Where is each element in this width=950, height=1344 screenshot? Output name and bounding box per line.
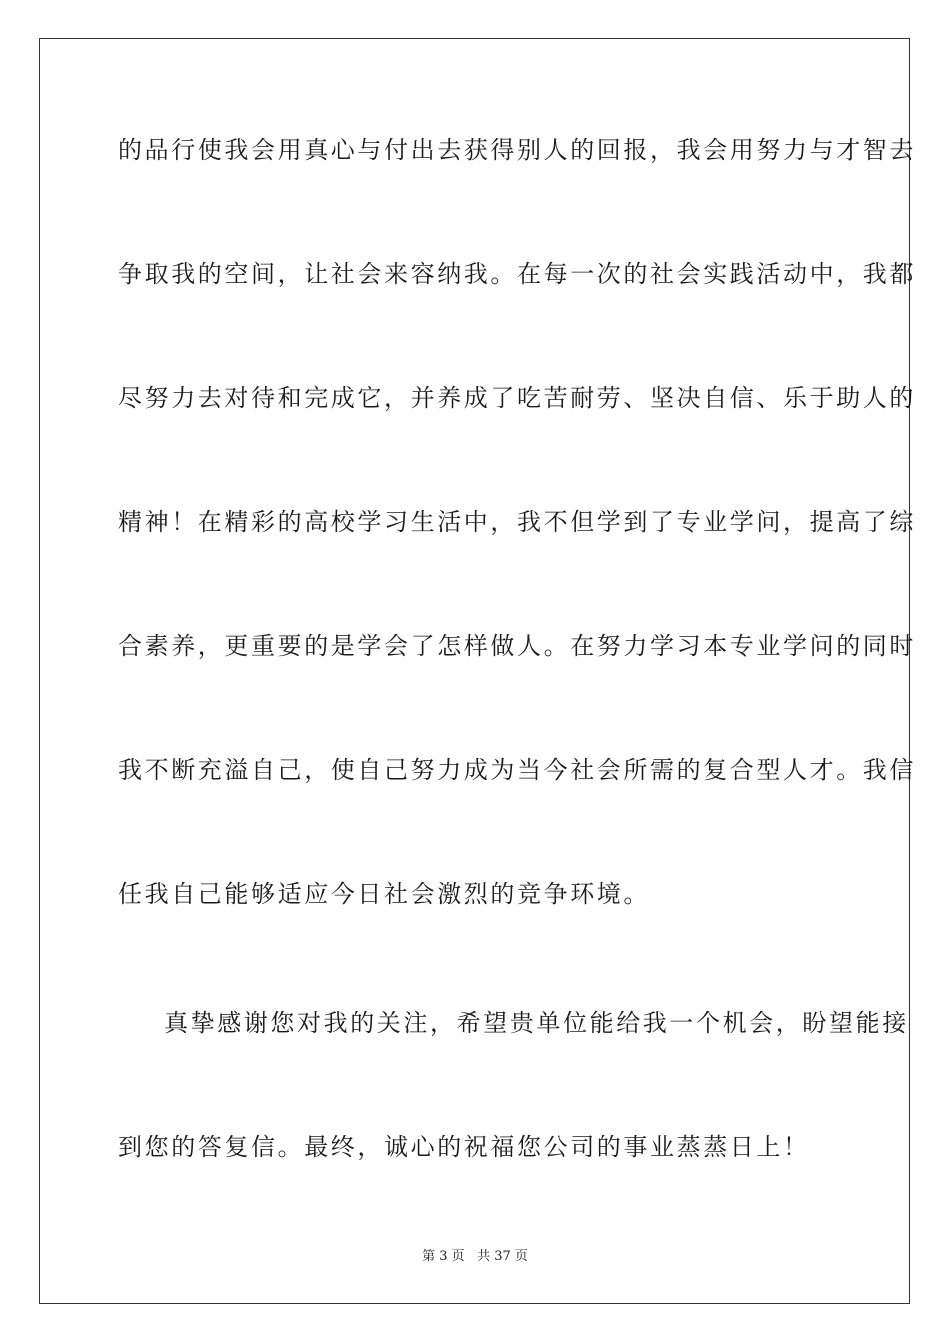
- paragraph-line: 精神！在精彩的高校学习生活中，我不但学到了专业学问，提高了综: [118, 508, 916, 536]
- paragraph-line: 合素养，更重要的是学会了怎样做人。在努力学习本专业学问的同时: [118, 632, 916, 660]
- page-number: 第 3 页: [422, 1249, 465, 1264]
- paragraph-line: 争取我的空间，让社会来容纳我。在每一次的社会实践活动中，我都: [118, 260, 916, 288]
- page-footer: [0, 1248, 950, 1266]
- paragraph-line: 真挚感谢您对我的关注，希望贵单位能给我一个机会，盼望能接: [164, 1009, 909, 1037]
- page-total: 共 37 页: [477, 1249, 528, 1264]
- page-frame: [39, 38, 916, 1304]
- paragraph-line: 我不断充溢自己，使自己努力成为当今社会所需的复合型人才。我信: [118, 756, 916, 784]
- paragraph-line: 到您的答复信。最终，诚心的祝福您公司的事业蒸蒸日上！: [118, 1133, 810, 1161]
- paragraph-line: 任我自己能够适应今日社会激烈的竞争环境。: [118, 880, 650, 908]
- paragraph-line: 的品行使我会用真心与付出去获得别人的回报，我会用努力与才智去: [118, 136, 916, 164]
- paragraph-line: 尽努力去对待和完成它，并养成了吃苦耐劳、坚决自信、乐于助人的: [118, 384, 916, 412]
